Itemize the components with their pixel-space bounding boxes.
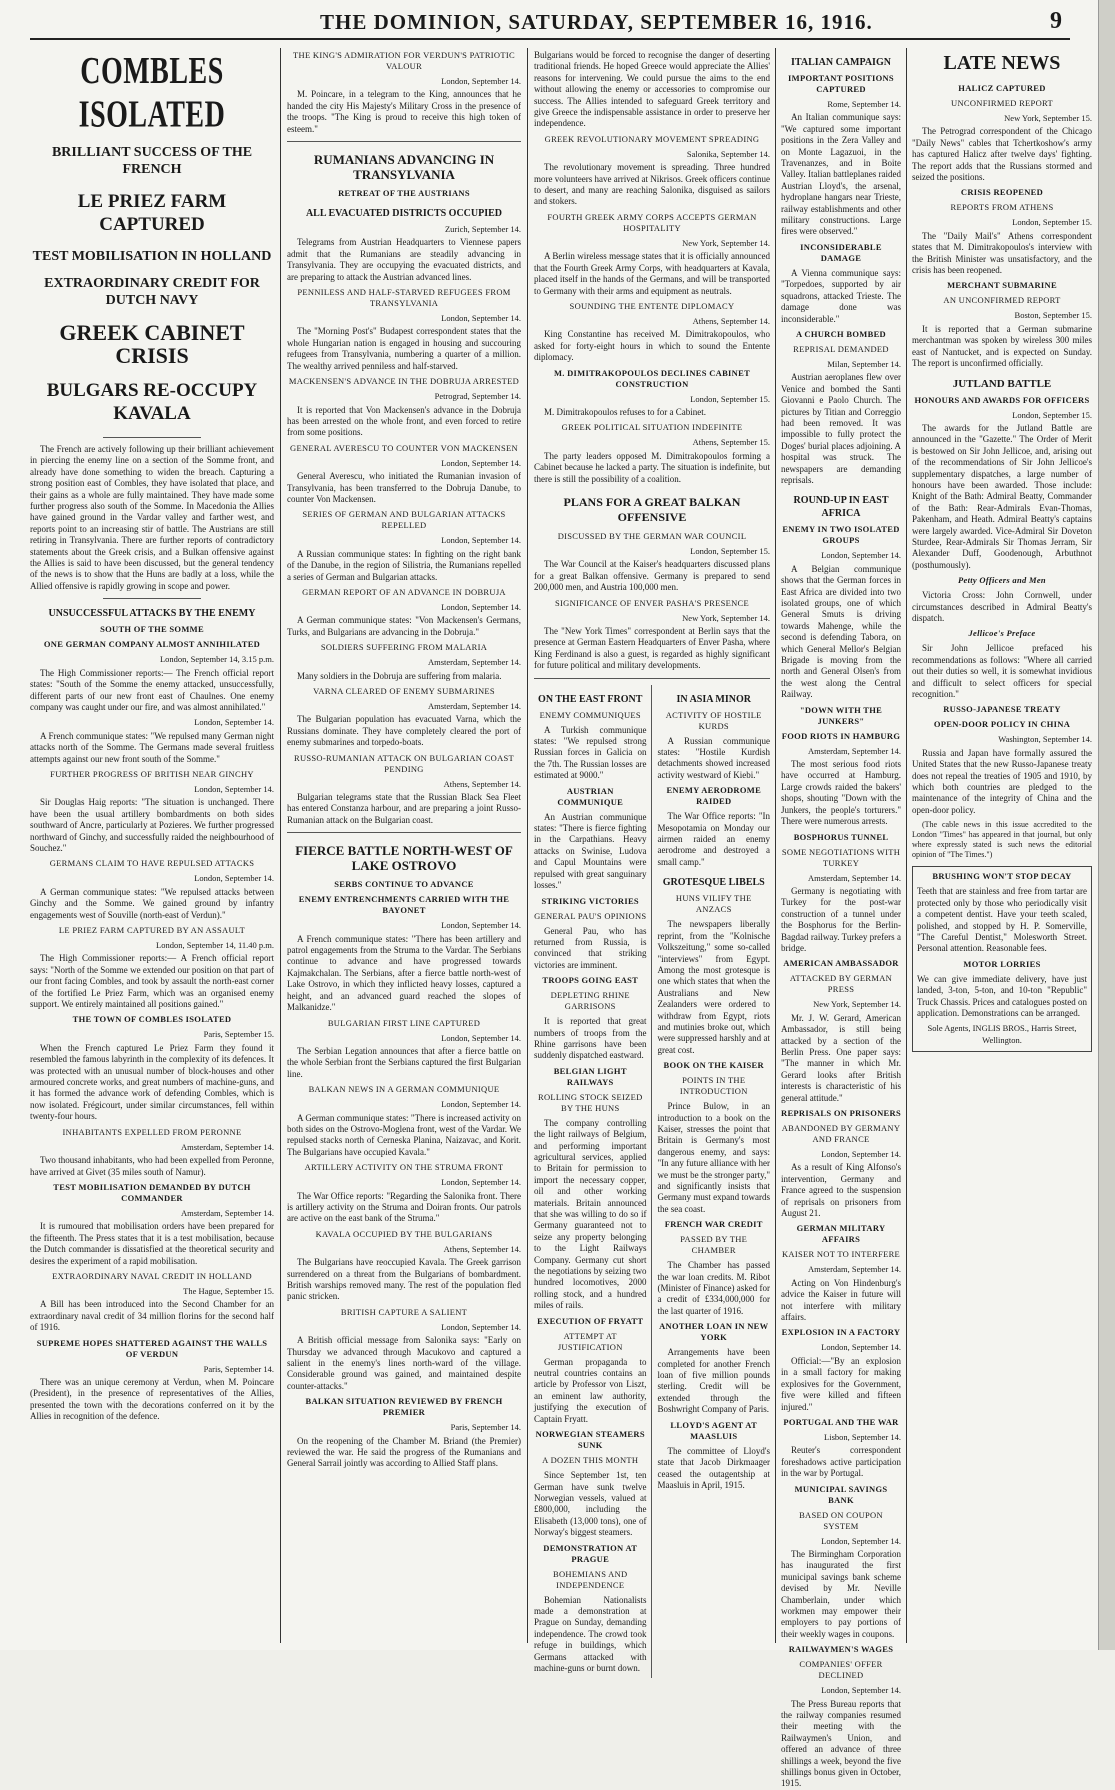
article-text: The High Commissioner reports:— A French official report says: "North of the Somme we extended our position on that part of our front facing Combles, and took by assault the north-east corner of the fortified Le Priez Farm, which was an organised enemy support. We entirely maintained all positions gained.": [30, 953, 274, 1010]
article-text: It is rumoured that mobilisation orders have been prepared for the fifteenth. The Press states that it is a test mobilisation, because the Dutch commander is dissatisfied at the theoretical security and desires the experiment of a rapid mobilisation.: [30, 1221, 274, 1266]
article-text: As a result of King Alfonso's intervention, Germany and France agreed to the suspension of reprisals on prisoners from August 21.: [781, 1162, 901, 1219]
ad-text: We can give immediate delivery, have just landed, 3-ton, 5-ton, and 10-ton "Republic" Truck Chassis. Prices and catalogues posted on application. Demonstrations can be arranged.: [917, 973, 1087, 1018]
section-heading: BALKAN NEWS IN A GERMAN COMMUNIQUE: [308, 1084, 500, 1095]
article-text: A Bill has been introduced into the Second Chamber for an extraordinary naval credit of 34 million florins for the second half of 1916.: [30, 1299, 274, 1333]
section-heading: RUSSO-JAPANESE TREATY: [943, 704, 1061, 715]
section-heading: RAILWAYMEN'S WAGES: [788, 1644, 894, 1655]
article-text: On the reopening of the Chamber M. Briand (the Premier) reviewed the war. He said the progress of the Rumanians and General Sarrail jointly was according to Allied Staff plans.: [287, 1435, 521, 1469]
dateline: London, September 14.: [441, 1177, 521, 1188]
column-rule: [280, 48, 281, 1643]
section-heading: Jellicoe's Preface: [968, 628, 1036, 639]
section-subheading: ENEMY COMMUNIQUES: [539, 709, 641, 720]
article-text: A Russian communique states: "Hostile Kurdish detachments showed increased activity westward of Kiebi.": [657, 735, 770, 780]
dateline: London, September 14.: [821, 550, 901, 561]
section-heading: LLOYD'S AGENT AT MAASLUIS: [670, 1419, 758, 1441]
section-subheading: SOME NEGOTIATIONS WITH TURKEY: [781, 846, 901, 868]
section-heading: ON THE EAST FRONT: [538, 693, 643, 705]
article-text: A Vienna communique says: "Torpedoes, supported by air squadrons, attacked Trieste. The damage done was inconsiderable.": [781, 267, 901, 324]
article-text: The most serious food riots have occurred at Hamburg. Large crowds raided the bakers' shops, shouting "Down with the Junkers, the people's torturers." There were numerous arrests.: [781, 759, 901, 827]
section-heading: GERMANS CLAIM TO HAVE REPULSED ATTACKS: [49, 858, 255, 869]
section-subheading: ROLLING STOCK SEIZED BY THE HUNS: [537, 1091, 643, 1113]
article-text: The Petrograd correspondent of the Chicago "Daily News" cables that Tchertkoshow's army has captured Halicz after twelve days' fighting. The report adds that the Russians stormed and seized the positions.: [912, 126, 1092, 183]
column-rule: [906, 48, 907, 1643]
section-heading: BRITISH CAPTURE A SALIENT: [340, 1306, 468, 1317]
masthead: [30, 8, 1070, 40]
section-heading: TROOPS GOING EAST: [542, 975, 639, 986]
section-heading: ENEMY AERODROME RAIDED: [666, 785, 762, 807]
article-text: German propaganda to neutral countries contains an article by Professor von Liszt, an eminent law authority, justifying the execution of Captain Fryatt.: [534, 1356, 647, 1424]
dateline: London, September 15.: [1012, 217, 1092, 228]
article-text: A French communique states: "There has been artillery and patrol engagements from the Struma to the Vardar. The Serbians continue to advance and have progressed towards Kajmakchalan. The Serbians, after a fierce battle north-west of Lake Ostrovo, in which they inflicted heavy losses, captured a height, and an advanced guard reached the slopes of Malkanidze.": [287, 933, 521, 1013]
dateline: London, September 14.: [441, 1321, 521, 1332]
article-text: General Pau, who has returned from Russia, is convinced that striking victories are imminent.: [534, 925, 647, 970]
section-subheading: DEPLETING RHINE GARRISONS: [550, 990, 630, 1012]
article-text: An Austrian communique states: "There is fierce fighting in the Carpathians. Heavy attacks on Swinise, Ludova and Capul Mountains were repulsed with great sanguinary losses.": [534, 811, 647, 891]
section-subheading: ONE GERMAN COMPANY ALMOST ANNIHILATED: [43, 639, 261, 650]
dateline: Paris, September 14.: [203, 1363, 274, 1374]
section-heading: LE PRIEZ FARM CAPTURED BY AN ASSAULT: [58, 925, 246, 935]
article-text: A Belgian communique shows that the German forces in East Africa are divided into two isolated groups, one of which General Smuts is driving towards Mahenge, while the second is defending Tabora, on which General Mellor's Belgian Brigade is moving from the north and General Olsen's from the west along the Central Railway.: [781, 563, 901, 700]
article-text: M. Dimitrakopoulos refuses to for a Cabinet.: [544, 406, 706, 417]
section-heading: BOOK ON THE KAISER: [663, 1060, 764, 1071]
section-subheading: COMPANIES' OFFER DECLINED: [799, 1659, 883, 1681]
dateline: London, September 14.: [194, 873, 274, 884]
article-text: Austrian aeroplanes flew over Venice and bombed the Santi Giovanni e Paolo Church. The pictures by Titian and Correggio had been removed. It was impossible to fully protect the Doges' burial places adjoining. A hospital was struck. The newspapers are demanding reprisals.: [781, 372, 901, 485]
subheadline: ENEMY IN TWO ISOLATED GROUPS: [782, 524, 900, 546]
article-text: King Constantine has received M. Dimitrakopoulos, who asked for forty-eight hours in which to sound the Entente diplomacy.: [534, 329, 770, 363]
late-news-headline: LATE NEWS: [943, 52, 1061, 74]
dateline: Salonika, September 14.: [686, 148, 770, 159]
article-text: Sir John Jellicoe prefaced his recommendations as follows: "Where all carried out their duties so well, it is somewhat invidious and difficult to select officers for special recognition.": [912, 643, 1092, 700]
ad-heading: BRUSHING WON'T STOP DECAY: [932, 871, 1072, 882]
article-text: Mr. J. W. Gerard, American Ambassador, is still being attacked by a section of the Berlin Press. One paper says: "The manner in which Mr. Gerard looks after British interests is characteristic of his general attitude.": [781, 1012, 901, 1103]
subheadline: LE PRIEZ FARM CAPTURED: [77, 191, 227, 235]
article-text: A Russian communique states: In fighting on the right bank of the Danube, in the region of Silistria, the Rumanians repelled a series of German and Bulgarian attacks.: [287, 548, 521, 582]
article-text: The newspapers liberally reprint, from the "Kolnische Volkszeitung," some so-called "interviews" from Egypt. Among the most grotesque is one which states that when the Australians and New Zealanders were ordered to withdraw from Egypt, riots and mutinies broke out, which were suppressed harshly and at great cost.: [657, 919, 770, 1055]
article-text: The Serbian Legation announces that after a fierce battle on the whole Serbian front the Serbians captured the first Bulgarian line.: [287, 1045, 521, 1079]
section-heading: GREEK REVOLUTIONARY MOVEMENT SPREADING: [544, 133, 760, 144]
section-heading: NORWEGIAN STEAMERS SUNK: [535, 1429, 645, 1451]
section-heading: INHABITANTS EXPELLED FROM PERONNE: [62, 1126, 242, 1137]
section-heading: THE KING'S ADMIRATION FOR VERDUN'S PATRIOTIC VALOUR: [293, 50, 515, 71]
article-text: It is reported that Von Mackensen's advance in the Dobruja has been arrested on the whole front, and even forced to retire from some positions.: [287, 404, 521, 438]
advertisement: [912, 866, 1092, 1052]
dateline: London, September 15.: [690, 545, 770, 556]
east-front-column: [534, 685, 652, 1679]
dateline: Athens, September 14.: [443, 1243, 521, 1254]
section-heading: REPRISALS ON PRISONERS: [781, 1108, 901, 1118]
section-heading: SUPREME HOPES SHATTERED AGAINST THE WALLS OF VERDUN: [36, 1337, 268, 1359]
dateline: Amsterdam, September 14.: [807, 1264, 901, 1275]
ad-text: Teeth that are stainless and free from tartar are protected only by those who periodically visit a competent dentist. Have your teeth scaled, polished, and stopped by H. P. Somerville, "The Careful Dentist," Molesworth Street. Personal attention. Reasonable fees.: [917, 886, 1087, 954]
article-text: The Bulgarians have reoccupied Kavala. The Greek garrison surrendered on a threat from the Bulgarians of bombardment. British warships removed many. The rest of the population fled panic stricken.: [287, 1257, 521, 1302]
section-heading: UNSUCCESSFUL ATTACKS BY THE ENEMY: [48, 608, 256, 620]
article-text: A German communique states: "There is increased activity on both sides on the Ostrovo-Moglena front, west of the Vardar. We repulsed stacks north of Cerneska Planina, Naizavac, and Korit. The Bulgarians have occupied Kavala.": [287, 1112, 521, 1157]
section-heading: PENNILESS AND HALF-STARVED REFUGEES FROM TRANSYLVANIA: [297, 287, 511, 309]
dateline: London, September 15.: [690, 393, 770, 404]
headline: ROUND-UP IN EAST AFRICA: [793, 495, 889, 520]
article-text: A French communique states: "We repulsed many German night attacks north of the Somme. The Germans made several fruitless attempts against our new front south of the Somme.": [30, 730, 274, 764]
dateline: New York, September 14.: [682, 612, 770, 623]
headline: FIERCE BATTLE NORTH-WEST OF LAKE OSTROVO: [295, 843, 513, 874]
article-text: The committee of Lloyd's state that Jacob Dirkmaager ceased the outagentship at Maasluis in April, 1915.: [657, 1445, 770, 1490]
subheadline: TEST MOBILISATION IN HOLLAND: [32, 249, 272, 264]
dateline: London, September 14.: [821, 1342, 901, 1353]
section-subheading: HUNS VILIFY THE ANZACS: [675, 893, 752, 915]
dateline: London, September 14.: [441, 313, 521, 324]
article-text: When the French captured Le Priez Farm they found it resembled the famous labyrinth in the complexity of its defences. It was protected with an unusual number of block-houses and other armoured concrete works, and great numbers of machine-guns, and it has formed the advance work of defending Combles, which is now isolated. Frégicourt, under similar circumstances, fell within twenty-four hours.: [30, 1042, 274, 1122]
subheadline: BULGARS RE-OCCUPY KAVALA: [46, 380, 258, 424]
section-heading: FURTHER PROGRESS OF BRITISH NEAR GINCHY: [50, 768, 254, 779]
dateline: Amsterdam, September 14.: [180, 1207, 274, 1218]
editorial-note: (The cable news in this issue accredited to the London "Times" has appeared in that journal, but only where expressly stated is such news the editorial opinion of "The Times."): [912, 820, 1092, 860]
sub-columns: [534, 685, 770, 1679]
article-text: It is reported that great numbers of troops from the Rhine garrisons have been suddenly dispatched eastward.: [534, 1016, 647, 1061]
section-subheading: ACTIVITY OF HOSTILE KURDS: [665, 709, 762, 731]
dateline: New York, September 14.: [813, 999, 901, 1010]
section-heading: DEMONSTRATION AT PRAGUE: [543, 1542, 638, 1564]
article-text: Bohemian Nationalists made a demonstration at Prague on Sunday, demanding independence. The crowd took refuge in buildings, which Germans attacked with machine-guns or burnt down.: [534, 1594, 647, 1673]
dateline: Amsterdam, September 14.: [427, 701, 521, 711]
divider: [534, 678, 770, 679]
dateline: London, September 14.: [441, 1099, 521, 1110]
section-heading: TEST MOBILISATION DEMANDED BY DUTCH COMMANDER: [53, 1181, 251, 1203]
article-text: The "Morning Post's" Budapest correspondent states that the whole Hungarian nation is engaged in housing and succouring refugees from Transylvania, numbering a quarter of a million. The wealthy arrived penniless and half-starved.: [287, 326, 521, 371]
scan-edge: [1098, 0, 1115, 1650]
section-heading: CRISIS REOPENED: [960, 187, 1044, 198]
dateline: Athens, September 14.: [692, 315, 770, 326]
headline: PLANS FOR A GREAT BALKAN OFFENSIVE: [563, 494, 741, 524]
article-text: A German communique states: "Von Mackensen's Germans, Turks, and Bulgarians are advancing in the Dobruja.": [287, 615, 521, 637]
article-text: Bulgarians would be forced to recognise the danger of deserting traditional friends. He hoped Greece would appreciate the Allies' reasons for intervening. We could pursue the aims to the end without allowing the enemy or accessories to compromise our success. The Allies intended to safeguard Greek territory and give Greece the indispensable assistance in order to preserve her independence.: [534, 50, 770, 129]
section-heading: GREEK POLITICAL SITUATION INDEFINITE: [561, 422, 743, 433]
section-heading: BALKAN SITUATION REVIEWED BY FRENCH PREMIER: [305, 1396, 503, 1418]
article-text: Reuter's correspondent foreshadows active participation in the war by Portugal.: [781, 1445, 901, 1479]
article-text: Two thousand inhabitants, who had been expelled from Peronne, have arrived at Givet (35 miles south of Namur).: [30, 1155, 274, 1177]
divider: [287, 141, 521, 142]
section-heading: STRIKING VICTORIES: [541, 895, 639, 906]
masthead-title: THE DOMINION, SATURDAY, SEPTEMBER 16, 1916.: [320, 10, 873, 34]
section-subheading: PASSED BY THE CHAMBER: [680, 1234, 748, 1256]
dateline: London, September 14, 3.15 p.m.: [159, 654, 274, 665]
section-subheading: A DOZEN THIS MONTH: [542, 1455, 639, 1466]
article-text: Acting on Von Hindenburg's advice the Kaiser in future will not interfere with military affairs.: [781, 1277, 901, 1323]
section-heading: ANOTHER LOAN IN NEW YORK: [659, 1321, 769, 1343]
section-subheading: BASED ON COUPON SYSTEM: [799, 1509, 883, 1531]
article-text: General Averescu, who initiated the Rumanian invasion of Transylvania, has been transferred to the Dobruja Danube, to counter Von Mackensen.: [287, 471, 521, 504]
subheadline: ALL EVACUATED DISTRICTS OCCUPIED: [305, 208, 503, 220]
ad-heading: MOTOR LORRIES: [963, 958, 1041, 969]
section-subheading: REPORTS FROM ATHENS: [950, 202, 1054, 213]
section-heading: JUTLAND BATTLE: [952, 377, 1052, 390]
dateline: Petrograd, September 14.: [434, 391, 521, 402]
section-heading: M. DIMITRAKOPOULOS DECLINES CABINET CONSTRUCTION: [553, 367, 751, 389]
dateline: London, September 14.: [441, 457, 521, 468]
article-text: Victoria Cross: John Cornwell, under circumstances described in Admiral Beatty's dispatch.: [912, 590, 1092, 623]
article-text: It is reported that a German submarine merchantman was spoken by wireless 300 miles east of Nantucket, and is expected on Sunday. The report is unconfirmed officially.: [912, 323, 1092, 369]
section-subheading: SOUTH OF THE SOMME: [100, 624, 204, 635]
dateline: Paris, September 15.: [203, 1029, 274, 1040]
section-heading: FRENCH WAR CREDIT: [664, 1219, 763, 1230]
section-heading: Petty Officers and Men: [958, 575, 1046, 586]
section-heading: VARNA CLEARED OF ENEMY SUBMARINES: [313, 686, 495, 696]
article-text: Many soldiers in the Dobruja are suffering from malaria.: [297, 670, 502, 681]
column-4: [781, 48, 901, 1789]
article-text: The War Council at the Kaiser's headquarters discussed plans for a great Balkan offensive. Germany is prepared to send 200,000 men, and Austria 100,000 men.: [534, 559, 770, 593]
dateline: Washington, September 14.: [998, 734, 1092, 745]
article-text: An Italian communique says: "We captured some important positions in the Zera Valley and on Monte Lagazuoi, in the Travenanzes, and in Boite Valley. Italian battleplanes raided Austrian Lloyd's, the arsenal, hydroplane hangars near Trieste, railway establishments and other military constructions. Large fires were observed.": [781, 112, 901, 237]
dateline: New York, September 14.: [682, 237, 770, 248]
section-heading: THE TOWN OF COMBLES ISOLATED: [72, 1014, 232, 1025]
section-heading: EXTRAORDINARY NAVAL CREDIT IN HOLLAND: [52, 1270, 252, 1281]
article-text: The party leaders opposed M. Dimitrakopoulos forming a Cabinet because he lacked a party. The situation is indefinite, but there is still the possibility of a coalition.: [534, 450, 770, 484]
dateline: London, September 14.: [441, 1032, 521, 1043]
dateline: Athens, September 14.: [443, 778, 521, 789]
article-text: Bulgarian telegrams state that the Russian Black Sea Fleet has entered Constanza harbour, and are preparing a joint Russo-Rumanian attack on the Bulgarian coast.: [287, 792, 521, 825]
headline: ITALIAN CAMPAIGN: [791, 57, 891, 68]
article-text: There was an unique ceremony at Verdun, when M. Poincare (President), in the presence of representatives of the Allies, presented the town with the decorations conferred on it by the Allies in recognition of the defence.: [30, 1376, 274, 1422]
column-rule: [527, 48, 528, 1643]
column-1: [30, 48, 274, 1643]
section-heading: GERMAN REPORT OF AN ADVANCE IN DOBRUJA: [302, 586, 506, 597]
asia-minor-column: [658, 685, 771, 1679]
article-text: M. Poincare, in a telegram to the King, announces that he handed the city His Majesty's Military Cross in the presence of the troops. "The King is proud to receive this high token of esteem.": [287, 89, 521, 134]
section-subheading: FOOD RIOTS IN HAMBURG: [781, 730, 901, 741]
dateline: Rome, September 14.: [827, 99, 901, 109]
article-text: The High Commissioner reports:— The French official report states: "South of the Somme the enemy attacked, unsuccessfully, different parts of our new front east of Chaulnes. One enemy company was caught under our fire, and was almost annihilated.": [30, 667, 274, 712]
dateline: London, September 14.: [821, 1149, 901, 1159]
dateline: New York, September 15.: [1004, 113, 1092, 123]
dateline: London, September 14.: [821, 1535, 901, 1546]
article-text: Since September 1st, ten German have sunk twelve Norwegian vessels, valued at £800,000, including the Elisabeth (13,000 tons), one of Norway's biggest steamers.: [534, 1470, 647, 1538]
dateline: Zurich, September 14.: [444, 224, 521, 235]
dateline: London, September 14.: [194, 783, 274, 794]
section-heading: EXPLOSION IN A FACTORY: [781, 1327, 901, 1338]
divider: [287, 832, 521, 833]
dateline: Boston, September 15.: [1014, 310, 1092, 321]
section-heading: BULGARIAN FIRST LINE CAPTURED: [327, 1017, 481, 1028]
column-rule: [775, 48, 776, 1643]
dateline: Amsterdam, September 14.: [427, 657, 521, 668]
divider: [103, 437, 201, 438]
headline: RUMANIANS ADVANCING IN TRANSYLVANIA: [313, 152, 495, 183]
section-heading: AUSTRIAN COMMUNIQUE: [557, 785, 624, 807]
section-subheading: REPRISAL DEMANDED: [793, 343, 889, 354]
dateline: Amsterdam, September 14.: [180, 1141, 274, 1152]
article-text: Arrangements have been completed for another French loan of five million pounds sterling. Credit will be extended through the Boshwright Company of Paris.: [657, 1347, 770, 1415]
subheadline: GREEK CABINET CRISIS: [59, 320, 245, 368]
article-text: The Chamber has passed the war loan credits. M. Ribot (Minister of Finance) asked for a credit of £334,000,000 for the last quarter of 1916.: [657, 1260, 770, 1316]
article-text: Germany is negotiating with Turkey for the post-war construction of a tunnel under the Bosphorus for the Berlin-Bagdad railway. Turkey prefers a bridge.: [781, 885, 901, 953]
dateline: Paris, September 14.: [450, 1422, 521, 1433]
article-text: A Turkish communique states: "We repulsed strong Russian forces in Galicia on the 7th. The Russian losses are estimated at 9000.": [534, 724, 647, 781]
section-heading: RUSSO-RUMANIAN ATTACK ON BULGARIAN COAST PENDING: [293, 752, 515, 774]
dateline: Milan, September 14.: [827, 358, 901, 369]
section-heading: FOURTH GREEK ARMY CORPS ACCEPTS GERMAN HOSPITALITY: [547, 211, 757, 233]
article-text: The Bulgarian population has evacuated Varna, which the Russians dominate. They have completely cleared the port of enemy submarines and torpedo-boats.: [287, 714, 521, 748]
headline-combles-isolated: COMBLES ISOLATED: [78, 50, 226, 136]
column-2: [287, 48, 521, 1643]
section-heading: A CHURCH BOMBED: [796, 328, 886, 339]
section-heading: MERCHANT SUBMARINE: [947, 280, 1057, 291]
article-text: The awards for the Jutland Battle are announced in the "Gazette." The Order of Merit is bestowed on Sir John Jellicoe, and, arising out of the recommendations of Sir John Jellicoe's supplementary dispatches, a large number of honours have been awarded. Those include: Knight of the Bath: Admiral Beatty, Commander of the Bath: Rear-Admirals Evan-Thomas, Pakenham, and Heath. Admiral Beatty's captains were largely awarded. Vice-Admiral Sir Doveton Sturdee, Rear-Admirals Sir Thomas Jerram, Sir Alexander Duff, Goodenough, Arbuthnot (posthumously).: [912, 422, 1092, 570]
article-text: Official:—"By an explosion in a small factory for making explosives for the Government, five were killed and fifteen injured.": [781, 1355, 901, 1412]
dateline: London, September 14, 11.40 p.m.: [156, 940, 274, 950]
article-text: A Berlin wireless message states that it is officially announced that the Fourth Greek Army Corps, with headquarters at Kavala, placed itself in the hands of the Germans, and will be transported to Germany with their arms and equipment as neutrals.: [534, 251, 770, 296]
dateline: Lisbon, September 14.: [824, 1431, 901, 1442]
section-heading: SERIES OF GERMAN AND BULGARIAN ATTACKS REPELLED: [302, 509, 506, 531]
dateline: Amsterdam, September 14.: [807, 872, 901, 883]
article-text: The War Office reports: "In Mesopotamia on Monday our airmen raided an enemy aerodrome and destroyed a small camp.": [657, 811, 770, 867]
section-heading: GENERAL AVERESCU TO COUNTER VON MACKENSEN: [290, 442, 518, 453]
article-text: The "New York Times" correspondent at Berlin says that the presence at German Eastern Headquarters of Enver Pasha, where King Ferdinand is also a guest, is regarded as highly significant for future political and military developments.: [534, 626, 770, 671]
section-subheading: AN UNCONFIRMED REPORT: [943, 295, 1061, 306]
dateline: London, September 14.: [821, 1685, 901, 1696]
intro-paragraph: The French are actively following up their brilliant achievement in piercing the enemy line on a section of the Somme front, and already have done something to widen the breach. Capturing a strong position east of Combles, they have isolated that place, and their gains as a whole are fully maintained. They have made some further progress also south of the Somme. In Macedonia the Allies have gained ground in the Vardar valley and farther west, and reports point to an increasing stir of battle. The Austrians are still retiring in Transylvania. There are further reports of contradictory statements about the Greek crisis, and a Bulkan offensive against the Allies is said to have been discussed, but the general tendency of the news is to show that the Huns are badly at a loss, while the Allied offensive is rapidly growing in scope and power.: [30, 444, 274, 591]
section-subheading: ATTACKED BY GERMAN PRESS: [789, 973, 893, 995]
section-subheading: ATTEMPT AT JUSTIFICATION: [557, 1330, 623, 1352]
section-heading: MUNICIPAL SAVINGS BANK: [794, 1483, 888, 1505]
section-heading: KAVALA OCCUPIED BY THE BULGARIANS: [315, 1228, 493, 1239]
section-heading: MACKENSEN'S ADVANCE IN THE DOBRUJA ARRESTED: [288, 376, 520, 387]
dateline: London, September 14.: [441, 920, 521, 931]
article-text: The revolutionary movement is spreading. Three hundred more volunteers have arrived at Nikrisos. Greek officers continue to desert, and many are reaching Salonika, disguised as sailors and stokers.: [534, 162, 770, 207]
dateline: Athens, September 15.: [692, 437, 770, 448]
column-3: [534, 48, 770, 1673]
dateline: London, September 15.: [1012, 409, 1092, 420]
section-subheading: KAISER NOT TO INTERFERE: [781, 1249, 901, 1260]
article-text: The company controlling the light railways of Belgium, and performing important agricultural services, applied to Britain for permission to import the necessary copper, oil and other working materials. Britain announced that she was willing to do so if Germany guaranteed not to seize any property belonging to the Light Railways Company. Germany cut short the negotiations by seizing two hundred locomotives, 2000 rolling stock, and a hundred miles of rails.: [534, 1117, 647, 1311]
article-text: The Press Bureau reports that the railway companies resumed their meeting with the Railwaymen's Union, and offered an advance of three shillings a week, beyond the five shillings bonus given in October, 1915.: [781, 1698, 901, 1789]
article-text: The War Office reports: "Regarding the Salonika front. There is artillery activity on the Struma and Doiran fronts. Our patrols are active on the east bank of the Struma.": [287, 1190, 521, 1224]
section-subheading: HONOURS AND AWARDS FOR OFFICERS: [914, 394, 1090, 405]
section-subheading: ABANDONED BY GERMANY AND FRANCE: [781, 1123, 901, 1144]
article-text: Russia and Japan have formally assured the United States that the new Russo-Japanese treaty does not repeal the treaties of 1905 and 1910, by which both countries are pledged to the maintenance of the integrity of China and the open-door policy.: [912, 747, 1092, 815]
subheadline: EXTRAORDINARY CREDIT FOR DUTCH NAVY: [44, 276, 260, 308]
section-heading: BELGIAN LIGHT RAILWAYS: [553, 1065, 627, 1087]
dateline: Amsterdam, September 14.: [807, 745, 901, 756]
section-heading: INCONSIDERABLE DAMAGE: [800, 241, 882, 263]
section-heading: SOUNDING THE ENTENTE DIPLOMACY: [569, 300, 735, 311]
dateline: London, September 14.: [441, 76, 521, 86]
section-heading: IN ASIA MINOR: [676, 693, 751, 705]
section-heading: SIGNIFICANCE OF ENVER PASHA'S PRESENCE: [555, 597, 749, 608]
dateline: London, September 14.: [441, 601, 521, 612]
article-text: The Birmingham Corporation has inaugurated the first municipal savings bank scheme devised by Mr. Neville Chamberlain, under which workmen may empower their employers to pay portions of their weekly wages in coupons.: [781, 1548, 901, 1639]
dateline: London, September 14.: [194, 717, 274, 728]
section-heading: "DOWN WITH THE JUNKERS": [799, 704, 883, 726]
article-text: Sir Douglas Haig reports: "The situation is unchanged. There have been the usual artillery bombardments on both sides southward of Ancre, particularly at Pozieres. We further progressed northward of Ginchy, and successfully raided the neighbourhood of Souchez.": [30, 797, 274, 853]
page-number: 9: [1050, 8, 1062, 34]
subheadline: IMPORTANT POSITIONS CAPTURED: [788, 73, 894, 94]
section-heading: ARTILLERY ACTIVITY ON THE STRUMA FRONT: [304, 1162, 504, 1173]
article-text: Telegrams from Austrian Headquarters to Viennese papers admit that the Rumanians are steadily advancing in Transylvania. They are occupying the evacuated districts, and are preparing to attack the Austrian advanced lines.: [287, 237, 521, 282]
divider: [103, 598, 201, 599]
section-subheading: GENERAL PAU'S OPINIONS: [534, 910, 647, 921]
section-heading: SOLDIERS SUFFERING FROM MALARIA: [320, 642, 488, 653]
section-heading: HALICZ CAPTURED: [958, 83, 1046, 93]
section-heading: EXECUTION OF FRYATT: [537, 1315, 644, 1326]
section-subheading: BOHEMIANS AND INDEPENDENCE: [552, 1568, 628, 1590]
section-subheading: POINTS IN THE INTRODUCTION: [679, 1075, 748, 1097]
column-5: [912, 48, 1092, 1643]
section-heading: AMERICAN AMBASSADOR: [783, 958, 899, 969]
subheadline: DISCUSSED BY THE GERMAN WAR COUNCIL: [557, 530, 747, 541]
article-text: A German communique states: "We repulsed attacks between Ginchy and the Somme. We gained ground by infantry engagements west of Souville (north-east of Verdun).": [30, 886, 274, 920]
subheadline: RETREAT OF THE AUSTRIANS: [338, 188, 470, 199]
article-text: Prince Bulow, in an introduction to a book on the Kaiser, stresses the point that Britain is Germany's most dangerous enemy, and says: "In any future alliance with her we must be the stronger party," and significantly insists that Germany must expand towards the sea coast.: [657, 1101, 770, 1214]
subheadline: BRILLIANT SUCCESS OF THE FRENCH: [51, 145, 253, 177]
dateline: The Hague, September 15.: [183, 1285, 274, 1296]
subheadline: SERBS CONTINUE TO ADVANCE: [334, 879, 474, 890]
section-heading: BOSPHORUS TUNNEL: [793, 831, 889, 842]
section-heading: PORTUGAL AND THE WAR: [783, 1416, 899, 1427]
section-heading: GROTESQUE LIBELS: [662, 877, 765, 889]
section-subheading: OPEN-DOOR POLICY IN CHINA: [933, 719, 1071, 730]
ad-agents: Sole Agents, INGLIS BROS., Harris Street, Wellington.: [927, 1023, 1077, 1045]
article-text: The "Daily Mail's" Athens correspondent states that M. Dimitrakopoulos's interview with the British Minister was unsatisfactory, and the crisis has been reopened.: [912, 230, 1092, 276]
article-text: A British official message from Salonika says: "Early on Thursday we advanced through Macukovo and captured a salient in the enemy's lines north-ward of the village. Considerable ground was gained, and maintained despite counter-attacks.": [287, 1335, 521, 1391]
section-subheading: UNCONFIRMED REPORT: [951, 98, 1053, 108]
section-heading: GERMAN MILITARY AFFAIRS: [796, 1223, 886, 1245]
subheadline: ENEMY ENTRENCHMENTS CARRIED WITH THE BAYONET: [298, 894, 510, 916]
dateline: London, September 14.: [441, 535, 521, 546]
